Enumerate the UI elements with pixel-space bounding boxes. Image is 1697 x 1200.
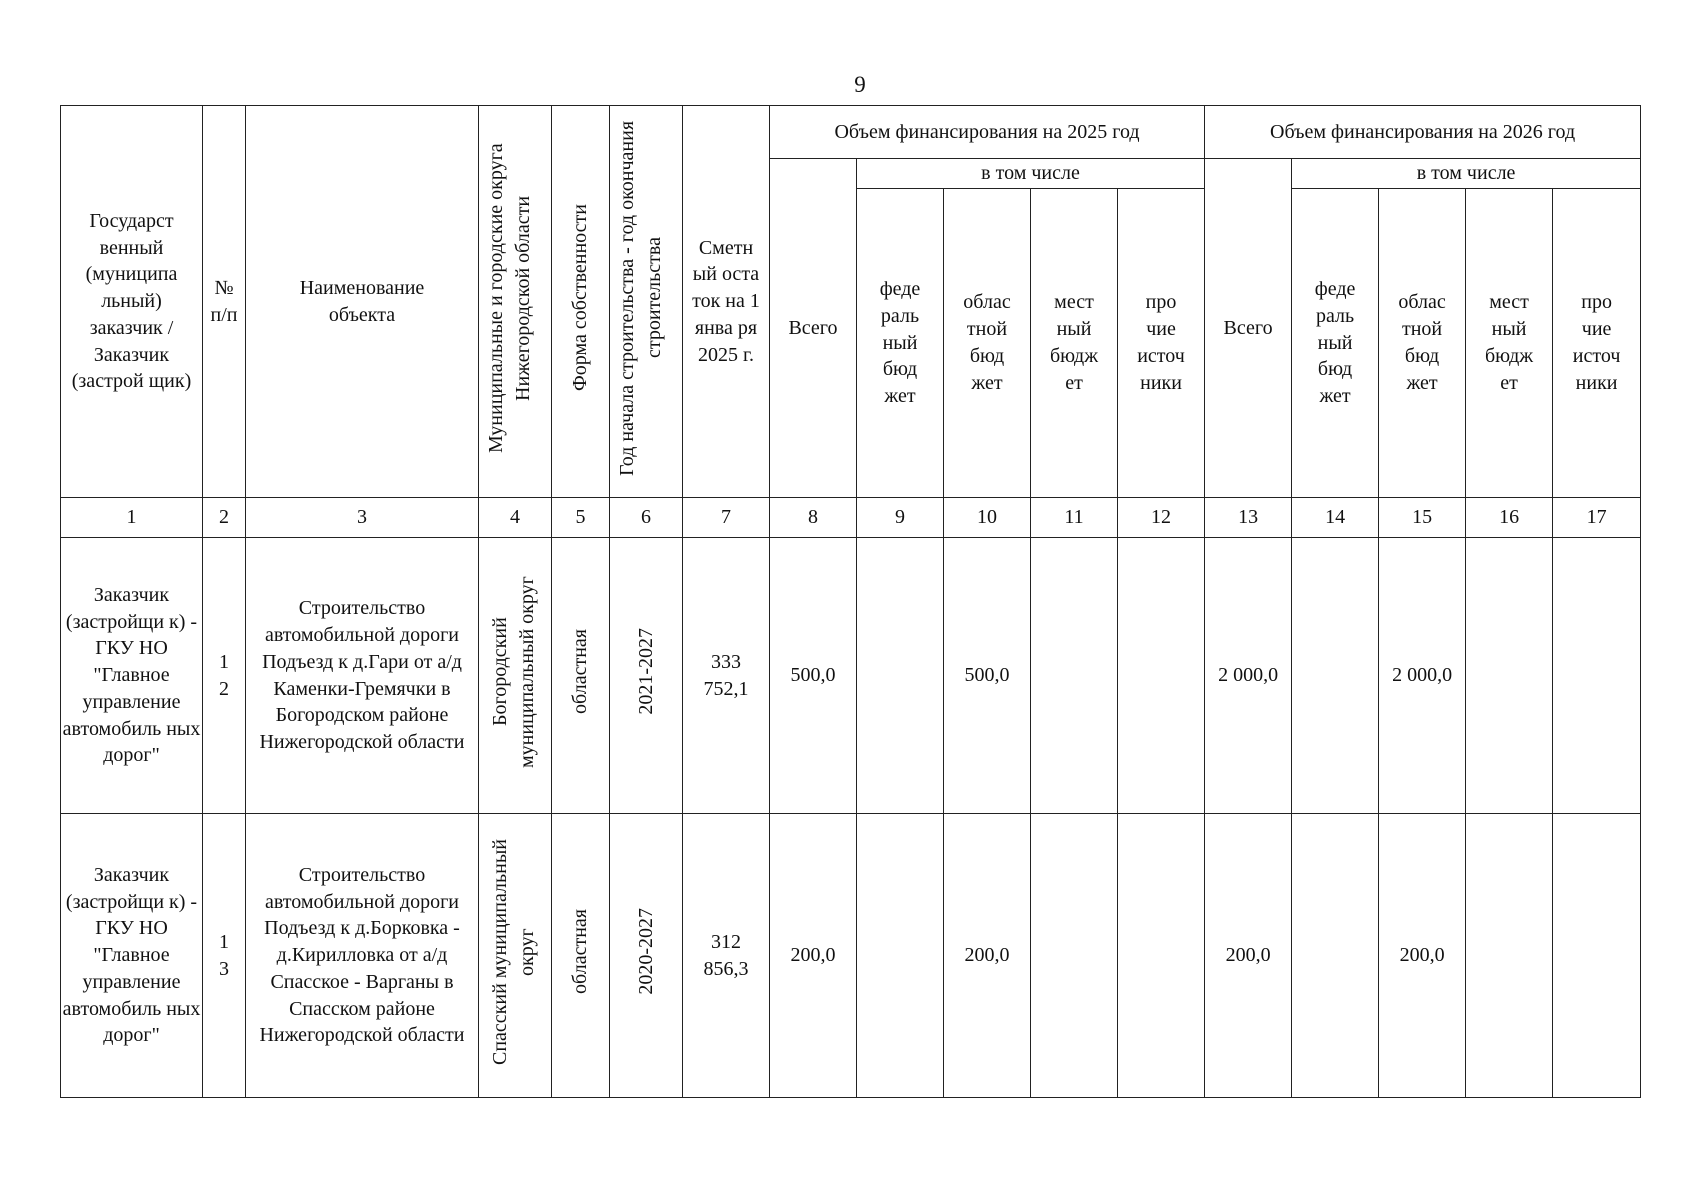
row-years: 2020-2027 bbox=[610, 814, 683, 1098]
column-number: 16 bbox=[1466, 498, 1553, 538]
row-number: 1 3 bbox=[203, 814, 246, 1098]
column-number: 4 bbox=[479, 498, 552, 538]
row-regional-2025: 500,0 bbox=[944, 538, 1031, 814]
column-number: 17 bbox=[1553, 498, 1641, 538]
row-local-2025 bbox=[1031, 814, 1118, 1098]
row-municipality: Спасский муниципальный округ bbox=[479, 814, 552, 1098]
header-regional-2025: облас тной бюд жет bbox=[944, 189, 1031, 498]
column-number: 12 bbox=[1118, 498, 1205, 538]
table-row bbox=[61, 538, 1641, 814]
header-other-2025: про чие источ ники bbox=[1118, 189, 1205, 498]
header-federal-2026: феде раль ный бюд жет bbox=[1292, 189, 1379, 498]
row-federal-2026 bbox=[1292, 538, 1379, 814]
row-local-2026 bbox=[1466, 538, 1553, 814]
column-number: 13 bbox=[1205, 498, 1292, 538]
table-row bbox=[61, 814, 1641, 1098]
row-customer: Заказчик (застройщи к) - ГКУ НО "Главное управление автомобиль ных дорог" bbox=[61, 538, 203, 814]
row-object-name: Строительство автомобильной дороги Подъезд к д.Борковка - д.Кирилловка от а/д Спасское - Варганы в Спасском районе Нижегородской области bbox=[246, 814, 479, 1098]
row-ownership: областная bbox=[552, 538, 610, 814]
row-other-2026 bbox=[1553, 814, 1641, 1098]
row-number: 1 2 bbox=[203, 538, 246, 814]
row-years: 2021-2027 bbox=[610, 538, 683, 814]
column-number: 14 bbox=[1292, 498, 1379, 538]
column-number: 2 bbox=[203, 498, 246, 538]
row-federal-2025 bbox=[857, 538, 944, 814]
row-other-2025 bbox=[1118, 538, 1205, 814]
row-federal-2026 bbox=[1292, 814, 1379, 1098]
column-numbers-row bbox=[61, 498, 1641, 538]
column-number: 3 bbox=[246, 498, 479, 538]
row-regional-2026: 200,0 bbox=[1379, 814, 1466, 1098]
row-municipality: Богородский муниципальный округ bbox=[479, 538, 552, 814]
header-including-2025: в том числе bbox=[857, 159, 1205, 189]
page-number: 9 bbox=[854, 72, 866, 97]
header-local-2025: мест ный бюдж ет bbox=[1031, 189, 1118, 498]
row-estimate: 312 856,3 bbox=[683, 814, 770, 1098]
row-local-2025 bbox=[1031, 538, 1118, 814]
column-number: 15 bbox=[1379, 498, 1466, 538]
row-total-2026: 2 000,0 bbox=[1205, 538, 1292, 814]
row-total-2026: 200,0 bbox=[1205, 814, 1292, 1098]
header-row-1 bbox=[61, 106, 1641, 159]
header-years: Год начала строительства - год окончания строительства bbox=[610, 106, 683, 498]
header-number: № п/п bbox=[203, 106, 246, 498]
column-number: 8 bbox=[770, 498, 857, 538]
financing-table bbox=[60, 105, 1641, 1098]
header-fin-2025: Объем финансирования на 2025 год bbox=[770, 106, 1205, 159]
header-estimate: Сметн ый оста ток на 1 янва ря 2025 г. bbox=[683, 106, 770, 498]
row-other-2026 bbox=[1553, 538, 1641, 814]
column-number: 5 bbox=[552, 498, 610, 538]
column-number: 1 bbox=[61, 498, 203, 538]
header-regional-2026: облас тной бюд жет bbox=[1379, 189, 1466, 498]
header-federal-2025: феде раль ный бюд жет bbox=[857, 189, 944, 498]
header-ownership: Форма собственности bbox=[552, 106, 610, 498]
header-local-2026: мест ный бюдж ет bbox=[1466, 189, 1553, 498]
header-total-2025: Всего bbox=[770, 159, 857, 498]
column-number: 9 bbox=[857, 498, 944, 538]
row-other-2025 bbox=[1118, 814, 1205, 1098]
header-fin-2026: Объем финансирования на 2026 год bbox=[1205, 106, 1641, 159]
header-municipality: Муниципальные и городские округа Нижегородской области bbox=[479, 106, 552, 498]
row-federal-2025 bbox=[857, 814, 944, 1098]
header-customer: Государст венный (муниципа льный) заказчик / Заказчик (застрой щик) bbox=[61, 106, 203, 498]
row-total-2025: 200,0 bbox=[770, 814, 857, 1098]
column-number: 10 bbox=[944, 498, 1031, 538]
column-number: 11 bbox=[1031, 498, 1118, 538]
header-other-2026: про чие источ ники bbox=[1553, 189, 1641, 498]
column-number: 7 bbox=[683, 498, 770, 538]
row-regional-2025: 200,0 bbox=[944, 814, 1031, 1098]
row-regional-2026: 2 000,0 bbox=[1379, 538, 1466, 814]
row-object-name: Строительство автомобильной дороги Подъезд к д.Гари от а/д Каменки-Гремячки в Богородском районе Нижегородской области bbox=[246, 538, 479, 814]
header-including-2026: в том числе bbox=[1292, 159, 1641, 189]
header-object-name: Наименование объекта bbox=[246, 106, 479, 498]
row-local-2026 bbox=[1466, 814, 1553, 1098]
row-total-2025: 500,0 bbox=[770, 538, 857, 814]
header-total-2026: Всего bbox=[1205, 159, 1292, 498]
row-customer: Заказчик (застройщи к) - ГКУ НО "Главное управление автомобиль ных дорог" bbox=[61, 814, 203, 1098]
row-ownership: областная bbox=[552, 814, 610, 1098]
row-estimate: 333 752,1 bbox=[683, 538, 770, 814]
column-number: 6 bbox=[610, 498, 683, 538]
